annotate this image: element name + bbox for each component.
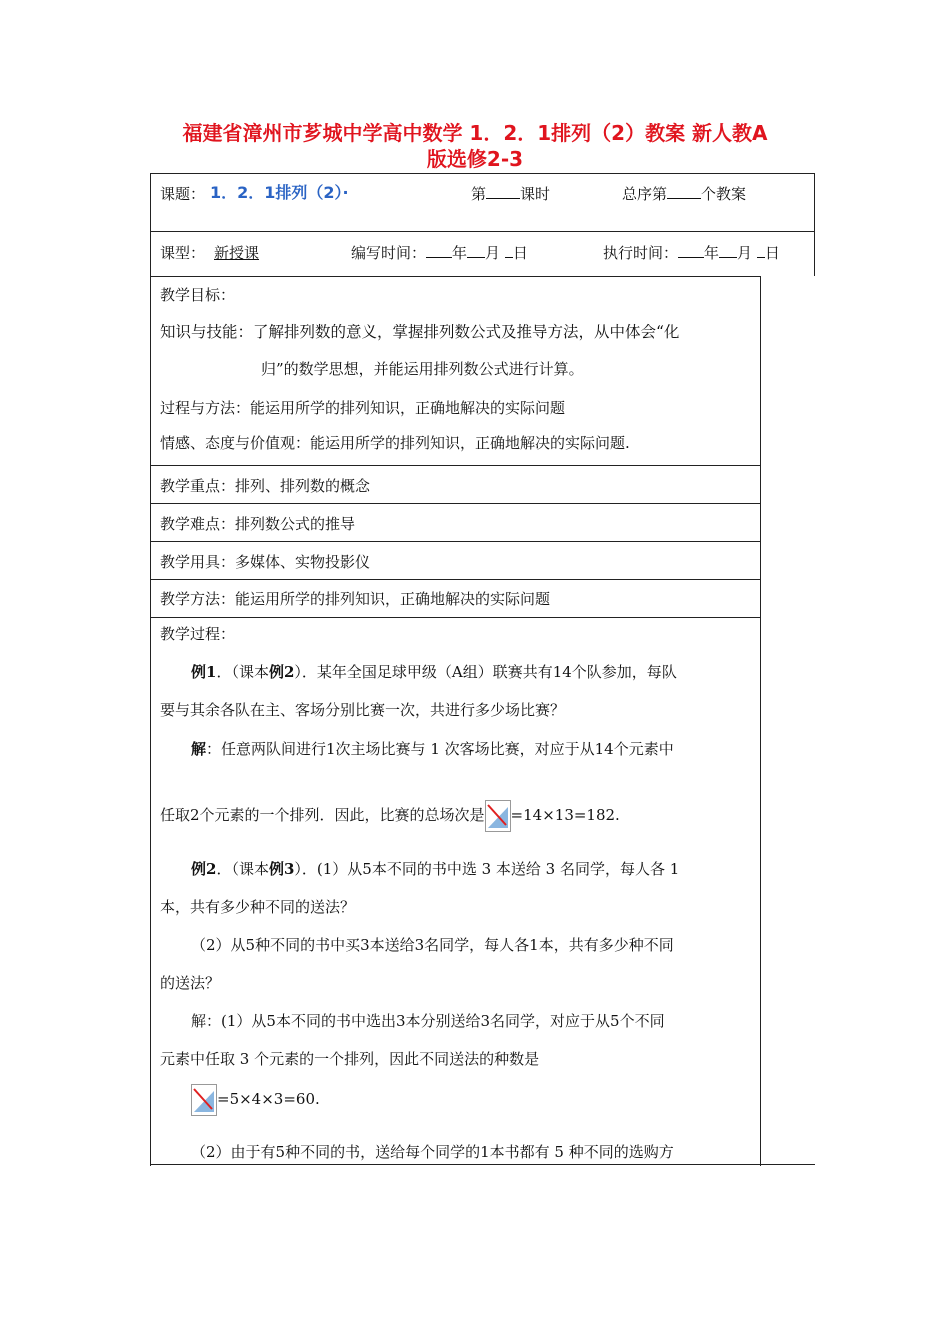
exec-month-blank[interactable]: [719, 243, 737, 258]
example-2-label: 例2: [191, 860, 217, 878]
document-title: [140, 120, 810, 172]
period-blank[interactable]: [486, 184, 520, 199]
goals-knowledge-line-1: 知识与技能：了解排列数的意义，掌握排列数公式及推导方法，从中体会“化: [160, 323, 680, 341]
order-prefix: 总序第: [622, 185, 668, 203]
process-row: [150, 617, 761, 1166]
document-title-line-1: 福建省漳州市芗城中学高中数学 1．2．1排列（2）教案 新人教A: [182, 121, 768, 145]
order-suffix: 个教案: [701, 185, 747, 203]
write-month-unit: 月: [485, 244, 501, 262]
topic-label: 课题：: [160, 185, 206, 203]
exec-day-unit: 日: [764, 244, 780, 262]
solution-1-label: 解: [191, 740, 207, 758]
lesson-plan-table: [150, 173, 814, 1166]
difficult-point: 教学难点：排列数公式的推导: [160, 515, 356, 533]
write-year-blank[interactable]: [426, 243, 452, 258]
formula-image-icon: [191, 1084, 217, 1116]
write-day-unit: 日: [512, 244, 528, 262]
key-point-row: [150, 465, 761, 503]
example-1-line-2: 要与其余各队在主、客场分别比赛一次，共进行多少场比赛？: [160, 701, 566, 719]
order-blank[interactable]: [667, 184, 701, 199]
solution-1-text-2: 任取2个元素的一个排列．因此，比赛的总场次是: [160, 806, 485, 824]
exec-year-unit: 年: [704, 244, 720, 262]
solution-1-result: =14×13=182.: [510, 806, 620, 824]
table-bottom-border: [150, 1164, 815, 1165]
type-value: 新授课: [214, 244, 260, 262]
topic-value: 1．2．1排列（2）·: [210, 183, 349, 202]
goals-row: [150, 276, 761, 465]
exec-time-field: [603, 243, 780, 263]
period-suffix: 课时: [520, 185, 551, 203]
exec-day-blank[interactable]: [757, 243, 765, 258]
example-2-part-2-line-2: 的送法？: [160, 974, 221, 992]
goals-process: 过程与方法：能运用所学的排列知识，正确地解决的实际问题: [160, 399, 566, 417]
difficult-point-row: [150, 503, 761, 541]
formula-image-icon: [485, 800, 511, 832]
example-2-line-2: 本，共有多少种不同的送法？: [160, 898, 356, 916]
example-2-text: ）．(1）从5本不同的书中选 3 本送给 3 名同学，每人各 1: [294, 860, 680, 878]
process-heading: 教学过程：: [160, 625, 236, 643]
exec-month-unit: 月: [737, 244, 753, 262]
order-field: [622, 184, 746, 204]
teaching-method: 教学方法：能运用所学的排列知识，正确地解决的实际问题: [160, 590, 551, 608]
example-2-line-1: [191, 859, 679, 879]
example-1-text: ）．某年全国足球甲级（A组）联赛共有14个队参加，每队: [294, 663, 677, 681]
write-time-field: [351, 243, 528, 263]
tools-row: [150, 541, 761, 579]
period-field: [471, 184, 550, 204]
write-year-unit: 年: [452, 244, 468, 262]
solution-2-line-1: 解：(1）从5本不同的书中选出3本分别送给3名同学，对应于从5个不同: [191, 1012, 665, 1030]
solution-1-text: ：任意两队间进行1次主场比赛与 1 次客场比赛，对应于从14个元素中: [206, 740, 674, 758]
solution-2-result: =5×4×3=60.: [217, 1090, 320, 1108]
solution-1-line-1: [191, 739, 674, 759]
key-point: 教学重点：排列、排列数的概念: [160, 477, 371, 495]
write-month-blank[interactable]: [467, 243, 485, 258]
example-1-label: 例1: [191, 663, 217, 681]
solution-1-line-2: [160, 800, 620, 832]
solution-2-line-2: 元素中任取 3 个元素的一个排列，因此不同送法的种数是: [160, 1050, 540, 1068]
exec-year-blank[interactable]: [678, 243, 704, 258]
goals-heading: 教学目标：: [160, 286, 236, 304]
period-prefix: 第: [471, 185, 487, 203]
type-label: 课型：: [160, 244, 206, 262]
document-title-line-2: 版选修2-3: [426, 147, 524, 171]
solution-2-line-3: [191, 1084, 320, 1116]
example-2-ref-a: ．（课本: [216, 860, 269, 878]
write-day-blank[interactable]: [505, 243, 513, 258]
teaching-tools: 教学用具：多媒体、实物投影仪: [160, 553, 371, 571]
goals-emotion: 情感、态度与价值观：能运用所学的排列知识，正确地解决的实际问题.: [160, 434, 630, 452]
solution-2-part-2: （2）由于有5种不同的书，送给每个同学的1本书都有 5 种不同的选购方: [191, 1143, 674, 1161]
method-row: [150, 579, 761, 617]
example-1-ref-a: ．（课本: [216, 663, 269, 681]
type-row: [150, 231, 815, 276]
example-1-line-1: [191, 662, 677, 682]
goals-knowledge-line-2: 归”的数学思想，并能运用排列数公式进行计算。: [261, 360, 584, 378]
example-2-ref-b: 例3: [268, 860, 295, 878]
exec-time-label: 执行时间：: [603, 244, 679, 262]
example-1-ref-b: 例2: [268, 663, 295, 681]
topic-row: [150, 173, 815, 231]
write-time-label: 编写时间：: [351, 244, 427, 262]
example-2-part-2-line-1: （2）从5种不同的书中买3本送给3名同学，每人各1本，共有多少种不同: [191, 936, 674, 954]
